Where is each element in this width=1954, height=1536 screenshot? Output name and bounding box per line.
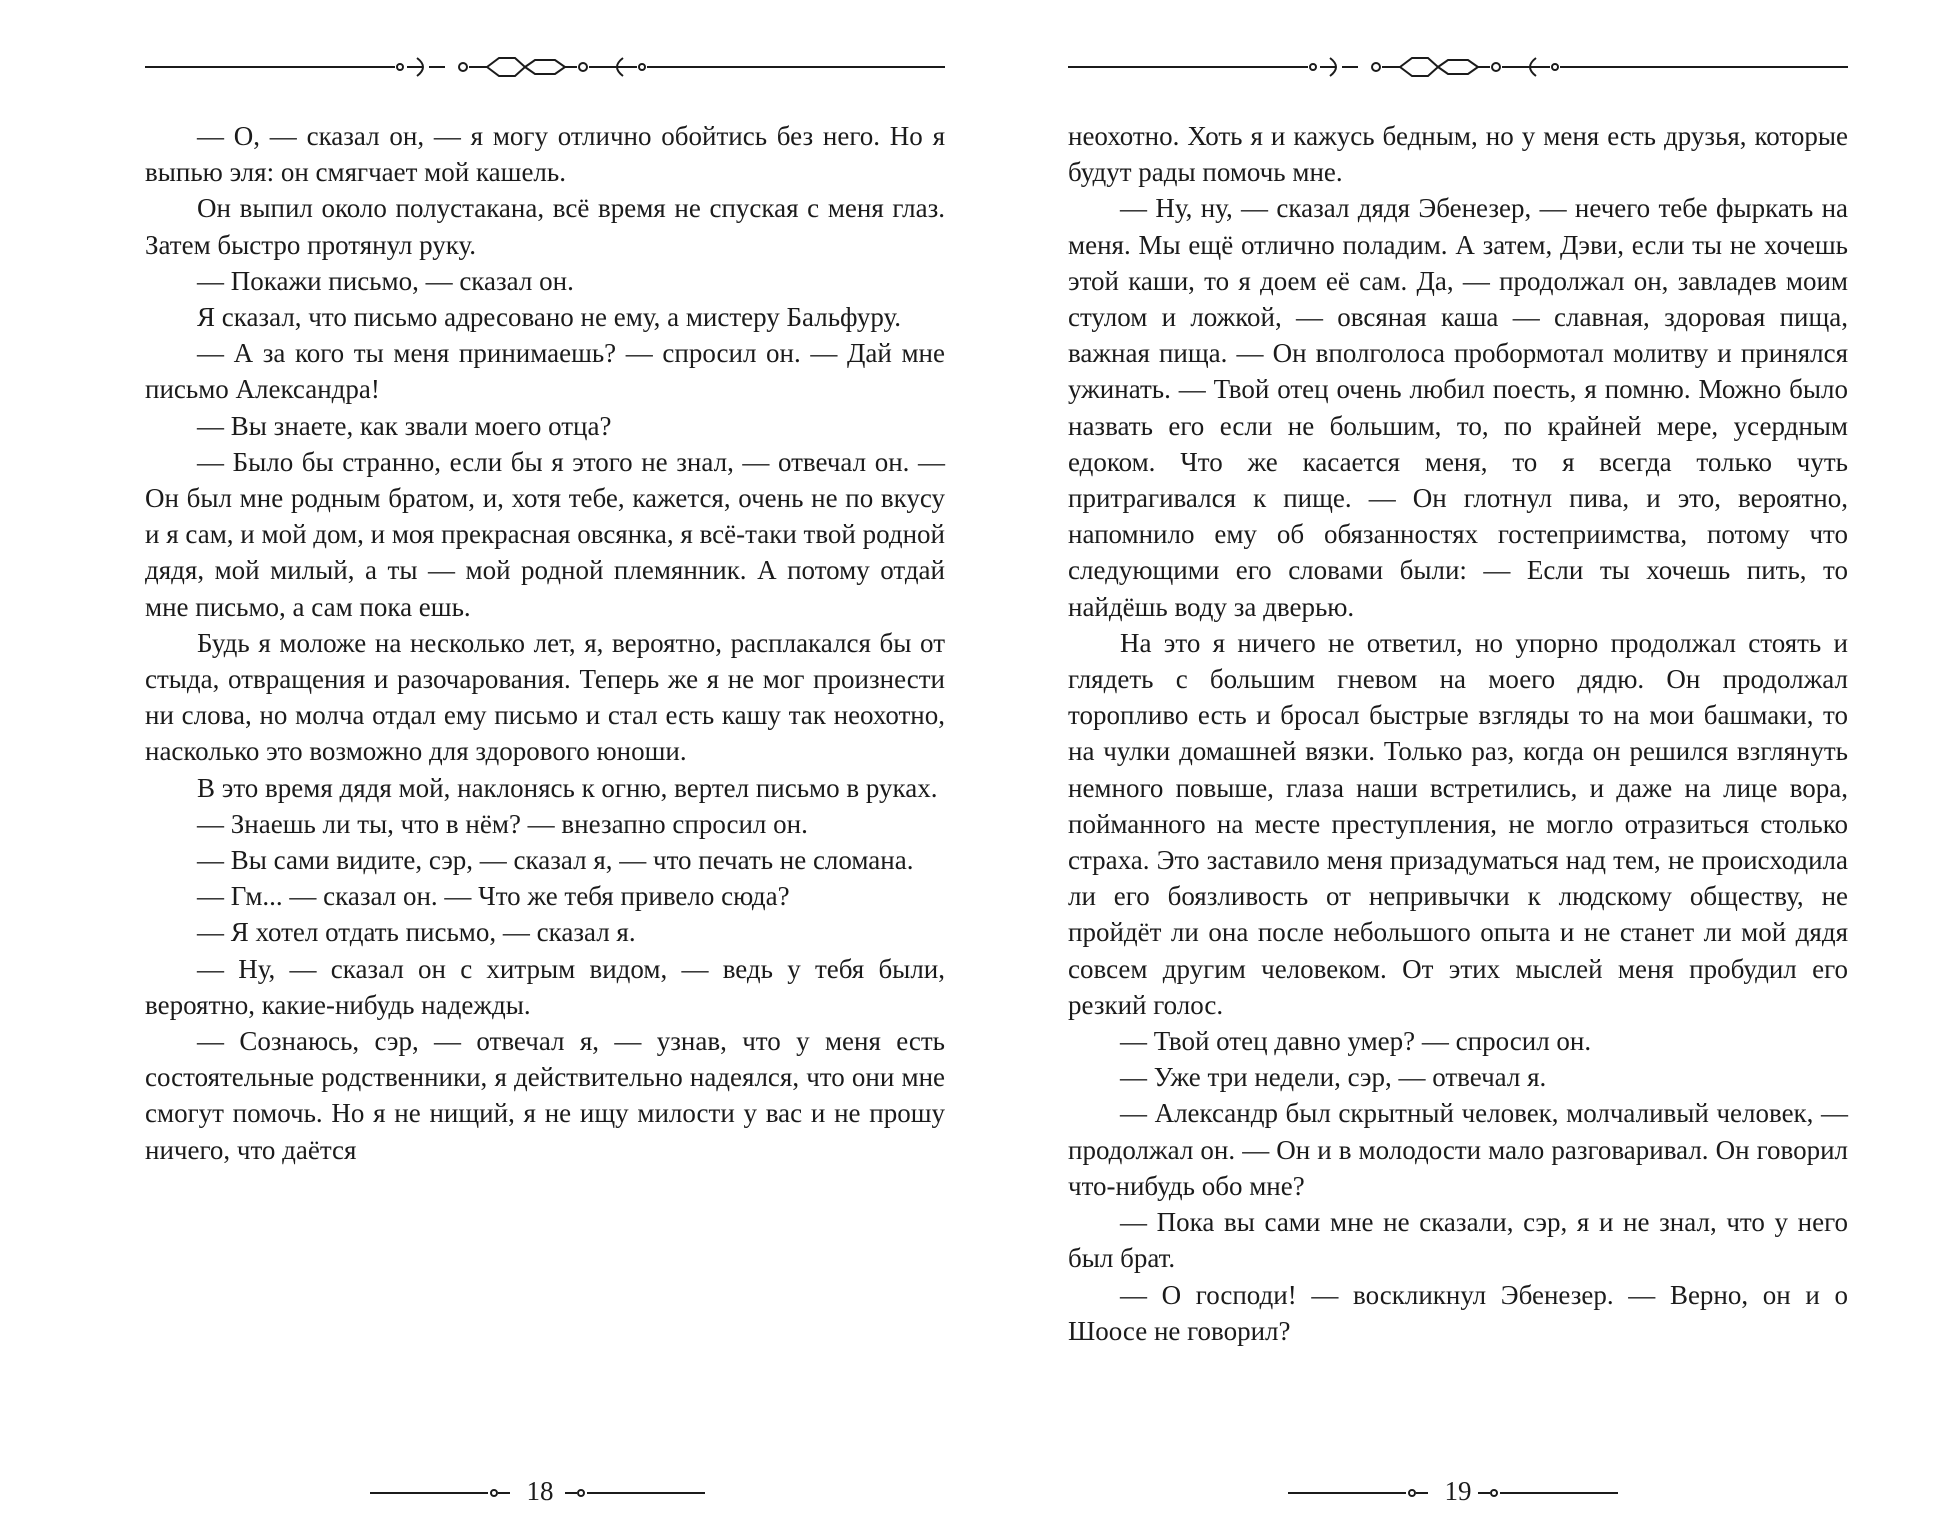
left-page-text xyxy=(145,118,945,1168)
left-page xyxy=(145,0,945,1536)
paragraph: — Ну, ну, — сказал дядя Эбенезер, — нечего тебе фыркать на меня. Мы ещё отлично поладим. А затем, Дэви, если ты не хочешь этой каши, то я доем её сам. Да, — продолжал он, завладев моим стулом и ложкой, — овсяная каша — славная, здоровая пища, важная пища. — Он вполголоса пробормотал молитву и принялся ужинать. — Твой отец очень любил поесть, я помню. Можно было назвать его если не большим, то, по крайней мере, усердным едоком. Что же касается меня, то я всегда только чуть притрагивался к пище. — Он глотнул пива, и это, вероятно, напомнило ему об обязанностях гостеприимства, потому что следующими его словами были: — Если ты хочешь пить, то найдёшь воду за дверью. xyxy=(1068,193,1848,622)
paragraph: — Вы знаете, как звали моего отца? xyxy=(197,410,612,441)
page-number: 18 xyxy=(526,1476,554,1506)
page-footer xyxy=(1068,1473,1848,1509)
paragraph: В это время дядя мой, наклонясь к огню, вертел письмо в руках. xyxy=(197,772,938,803)
paragraph: — Сознаюсь, сэр, — отвечал я, — узнав, что у меня есть состоятельные родственники, я действительно надеялся, что они мне смогут помочь. Но я не нищий, я не ищу милости у вас и не прошу ничего, что даётся xyxy=(145,1026,945,1165)
header-ornament xyxy=(145,52,945,82)
paragraph: — Ну, — сказал он с хитрым видом, — ведь у тебя были, вероятно, какие-нибудь надежды. xyxy=(145,953,945,1020)
footer-ornament-right xyxy=(1478,1489,1618,1497)
paragraph: неохотно. Хоть я и кажусь бедным, но у меня есть друзья, которые будут рады помочь мне. xyxy=(1068,121,1848,188)
paragraph: — Покажи письмо, — сказал он. xyxy=(197,265,574,296)
page-number: 19 xyxy=(1444,1476,1472,1506)
paragraph: Будь я моложе на несколько лет, я, вероятно, расплакался бы от стыда, отвращения и разочарования. Теперь же я не мог произнести ни слова, но молча отдал ему письмо и стал есть кашу так неохотно, насколько это возможно для здорового юноши. xyxy=(145,627,945,767)
paragraph: — Гм... — сказал он. — Что же тебя привело сюда? xyxy=(197,881,790,912)
paragraph: — Твой отец давно умер? — спросил он. xyxy=(1120,1026,1592,1057)
footer-ornament-right xyxy=(565,1489,705,1497)
paragraph: Он выпил около полустакана, всё время не спуская с меня глаз. Затем быстро протянул руку. xyxy=(145,193,945,260)
paragraph: — Александр был скрытный человек, молчаливый человек, — продолжал он. — Он и в молодости мало разговаривал. Он говорил что-нибудь обо мне? xyxy=(1068,1098,1848,1201)
paragraph: — Пока вы сами мне не сказали, сэр, я и не знал, что у него был брат. xyxy=(1068,1207,1848,1274)
paragraph: — А за кого ты меня принимаешь? — спросил он. — Дай мне письмо Александра! xyxy=(145,338,945,405)
paragraph: — О, — сказал он, — я могу отлично обойтись без него. Но я выпью эля: он смягчает мой кашель. xyxy=(145,121,945,188)
paragraph: — Вы сами видите, сэр, — сказал я, — что печать не сломана. xyxy=(197,845,914,876)
paragraph: — Я хотел отдать письмо, — сказал я. xyxy=(197,917,636,948)
page-footer xyxy=(145,1473,945,1509)
paragraph: Я сказал, что письмо адресовано не ему, а мистеру Бальфуру. xyxy=(197,302,902,333)
paragraph: — О господи! — воскликнул Эбенезер. — Верно, он и о Шоосе не говорил? xyxy=(1068,1279,1848,1346)
paragraph: — Знаешь ли ты, что в нём? — внезапно спросил он. xyxy=(197,808,808,839)
right-page-text xyxy=(1068,118,1848,1349)
header-ornament xyxy=(1068,52,1848,82)
right-page xyxy=(1068,0,1848,1536)
paragraph: На это я ничего не ответил, но упорно продолжал стоять и глядеть с большим гневом на моего дядю. Он продолжал торопливо есть и бросал быстрые взгляды то на мои башмаки, то на чулки домашней вязки. Только раз, когда он решился взглянуть немного повыше, глаза наши встретились, и даже на лице вора, пойманного на месте преступления, не могло отразиться столько страха. Это заставило меня призадуматься над тем, не происходила ли его боязливость от непривычки к людскому обществу, не пройдёт ли она после небольшого опыта и не станет ли мой дядя совсем другим человеком. От этих мыслей меня пробудил его резкий голос. xyxy=(1068,627,1848,1020)
paragraph: — Уже три недели, сэр, — отвечал я. xyxy=(1120,1062,1547,1093)
paragraph: — Было бы странно, если бы я этого не знал, — отвечал он. — Он был мне родным братом, и, хотя тебе, кажется, очень не по вкусу и я сам, и мой дом, и моя прекрасная овсянка, я всё-таки твой родной дядя, мой милый, а ты — мой родной племянник. А потому отдай мне письмо, а сам пока ешь. xyxy=(145,446,945,622)
